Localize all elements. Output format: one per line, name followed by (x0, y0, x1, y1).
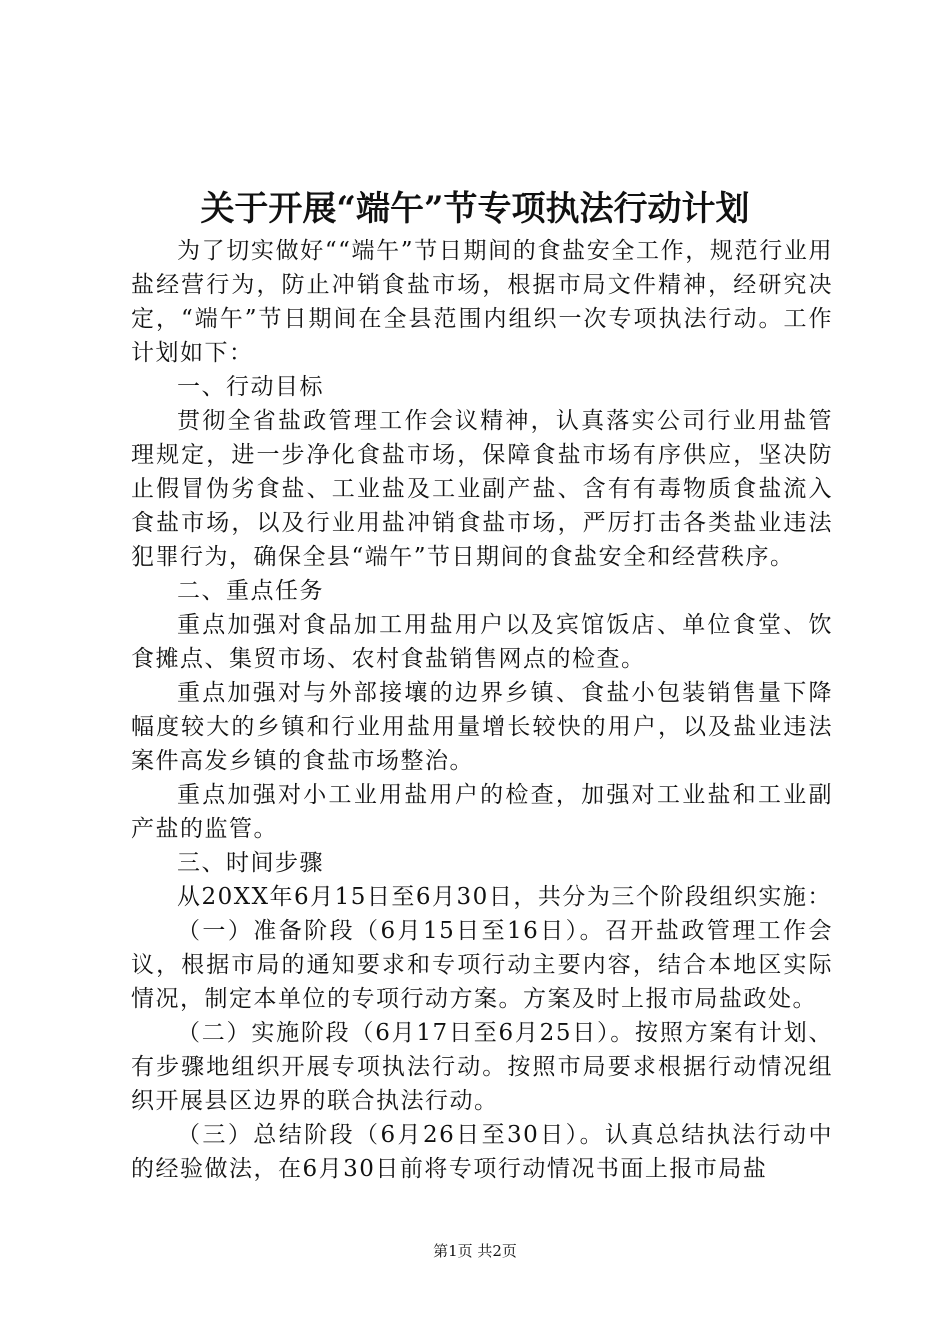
paragraph-stage-summary: （三）总结阶段（6月26日至30日）。认真总结执法行动中的经验做法，在6月30日前将专项行动情况书面上报市局盐 (131, 1122, 833, 1182)
paragraph-intro: 为了切实做好““端午”节日期间的食盐安全工作，规范行业用盐经营行为，防止冲销食盐市场，根据市局文件精神，经研究决定，“端午”节日期间在全县范围内组织一次专项执法行动。工作计划如下： (131, 238, 833, 366)
paragraph-task-3: 重点加强对小工业用盐用户的检查，加强对工业盐和工业副产盐的监管。 (131, 782, 833, 842)
document-body (131, 234, 833, 1186)
section-heading-schedule: 三、时间步骤 (177, 850, 324, 876)
paragraph-stage-implement: （二）实施阶段（6月17日至6月25日）。按照方案有计划、有步骤地组织开展专项执法行动。按照市局要求根据行动情况组织开展县区边界的联合执法行动。 (131, 1020, 833, 1114)
page-footer: 第1页 共2页 (433, 1242, 517, 1260)
paragraph-stage-prepare: （一）准备阶段（6月15日至16日）。召开盐政管理工作会议，根据市局的通知要求和专项行动主要内容，结合本地区实际情况，制定本单位的专项行动方案。方案及时上报市局盐政处。 (131, 918, 833, 1012)
paragraph-task-1: 重点加强对食品加工用盐用户以及宾馆饭店、单位食堂、饮食摊点、集贸市场、农村食盐销售网点的检查。 (131, 612, 833, 672)
paragraph-task-2: 重点加强对与外部接壤的边界乡镇、食盐小包装销售量下降幅度较大的乡镇和行业用盐用量增长较快的用户，以及盐业违法案件高发乡镇的食盐市场整治。 (131, 680, 833, 774)
paragraph-schedule-intro: 从20XX年6月15日至6月30日，共分为三个阶段组织实施： (177, 884, 832, 910)
paragraph-goals: 贯彻全省盐政管理工作会议精神，认真落实公司行业用盐管理规定，进一步净化食盐市场，保障食盐市场有序供应，坚决防止假冒伪劣食盐、工业盐及工业副产盐、含有有毒物质食盐流入食盐市场，以及行业用盐冲销食盐市场，严厉打击各类盐业违法犯罪行为，确保全县“端午”节日期间的食盐安全和经营秩序。 (131, 408, 833, 570)
section-heading-goals: 一、行动目标 (177, 374, 324, 400)
section-heading-tasks: 二、重点任务 (177, 578, 324, 604)
document-title: 关于开展“端午”节专项执法行动计划 (200, 189, 750, 229)
